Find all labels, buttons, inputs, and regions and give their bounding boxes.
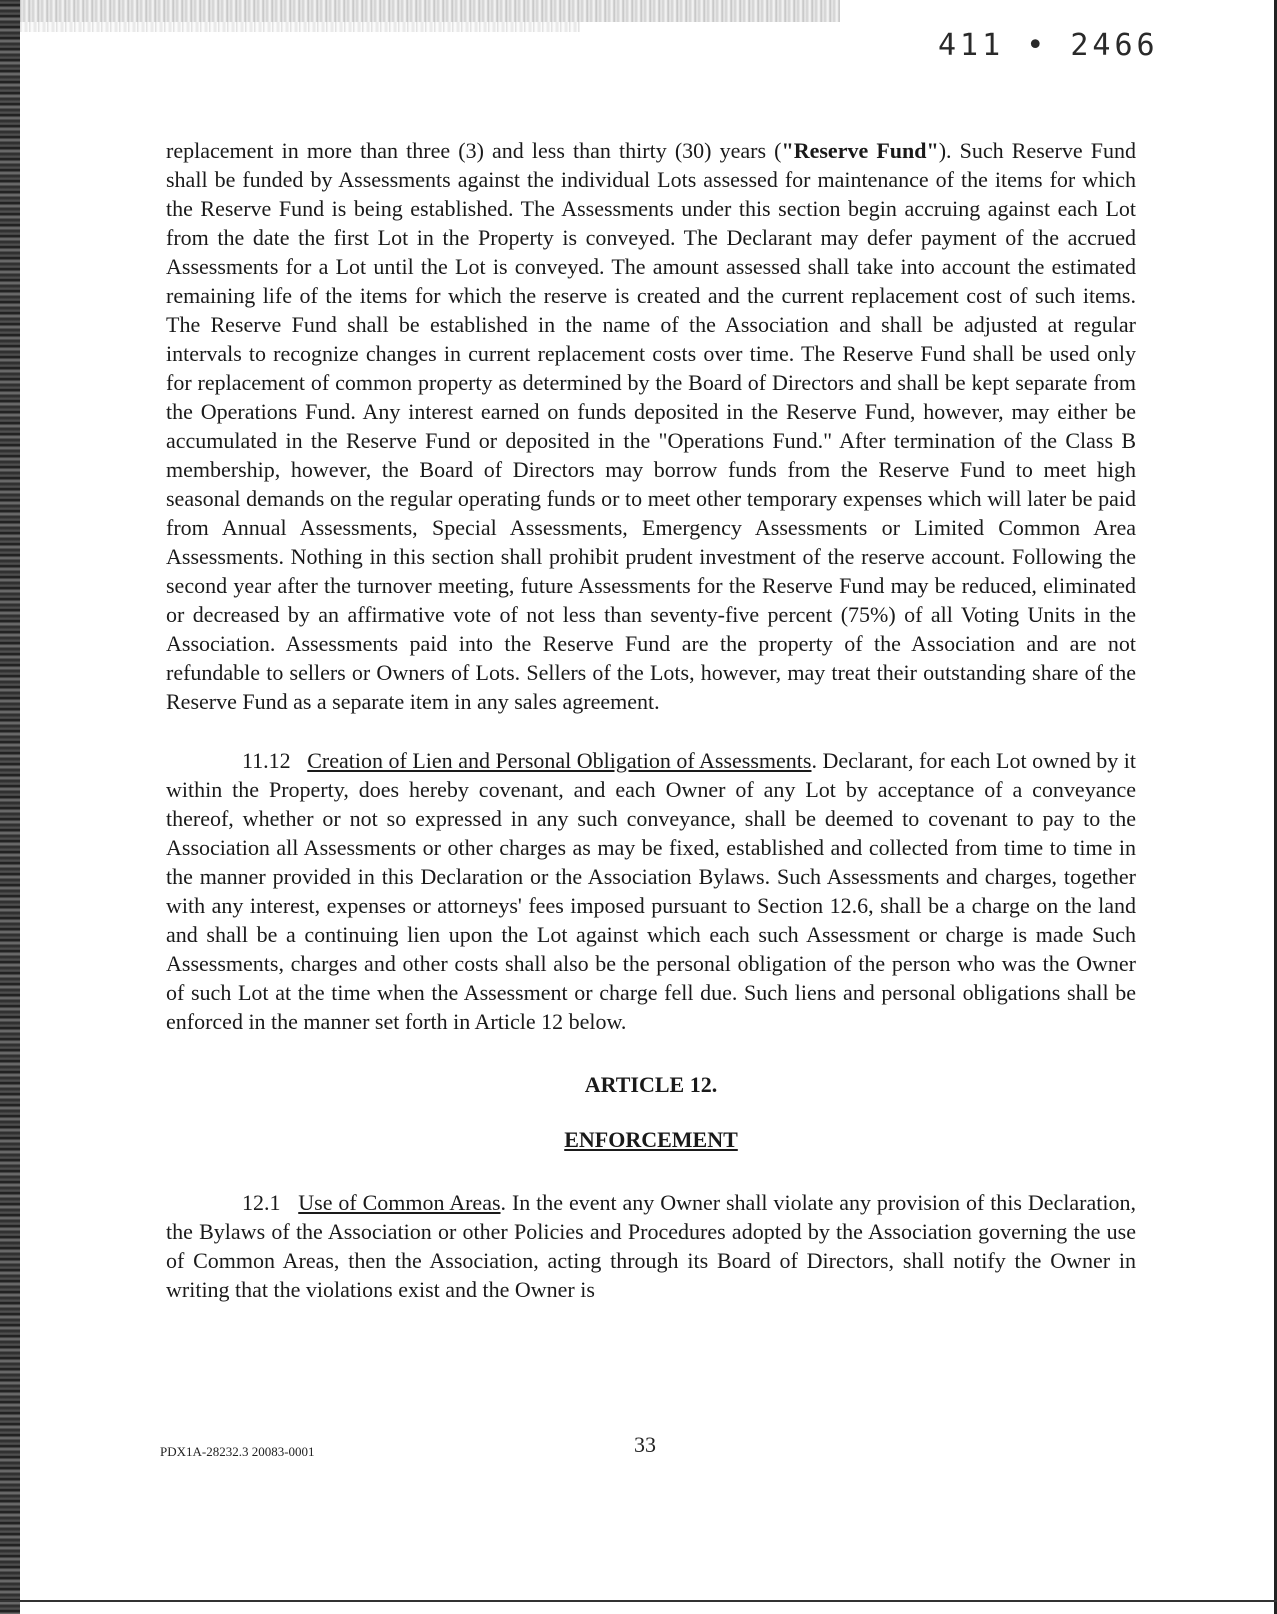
page-stamp: 411 • 2466 bbox=[938, 28, 1159, 63]
scan-edge-left bbox=[0, 0, 20, 1614]
paragraph-text: ). Such Reserve Fund shall be funded by Assessments against the individual Lots assessed for maintenance of the items for which the Reserve Fund is being established. The Assessments under this section begin accruing against each Lot from the date the first Lot in the Property is conveyed. The Declarant may defer payment of the accrued Assessments for a Lot until the Lot is conveyed. The amount assessed shall take into account the estimated remaining life of the items for which the reserve is created and the current replacement cost of such items. The Reserve Fund shall be established in the name of the Association and shall be adjusted at regular intervals to recognize changes in current replacement costs over time. The Reserve Fund shall be used only for replacement of common property as determined by the Board of Directors and shall be kept separate from the Operations Fund. Any interest earned on funds deposited in the Reserve Fund, however, may either be accumulated in the Reserve Fund or deposited in the "Operations Fund." After termination of the Class B membership, however, the Board of Directors may borrow funds from the Reserve Fund to meet high seasonal demands on the regular operating funds or to meet other temporary expenses which will later be paid from Annual Assessments, Special Assessments, Emergency Assessments or Limited Common Area Assessments. Nothing in this section shall prohibit prudent investment of the reserve account. Following the second year after the turnover meeting, future Assessments for the Reserve Fund may be reduced, eliminated or decreased by an affirmative vote of not less than seventy-five percent (75%) of all Voting Units in the Association. Assessments paid into the Reserve Fund are the property of the Association and are not refundable to sellers or Owners of Lots. Sellers of the Lots, however, may treat their outstanding share of the Reserve Fund as a separate item in any sales agreement. bbox=[166, 138, 1137, 714]
scan-top-noise bbox=[20, 22, 580, 32]
paragraph-text: replacement in more than three (3) and less than thirty (30) years ( bbox=[166, 138, 782, 163]
section-12-1 bbox=[166, 1188, 1136, 1304]
section-text: . Declarant, for each Lot owned by it within the Property, does hereby covenant, and each Owner of any Lot by acceptance of a conveyance thereof, whether or not so expressed in any such conveyance, shall be deemed to covenant to pay to the Association all Assessments or other charges as may be fixed, established and collected from time to time in the manner provided in this Declaration or the Association Bylaws. Such Assessments and charges, together with any interest, expenses or attorneys' fees imposed pursuant to Section 12.6, shall be a charge on the land and shall be a continuing lien upon the Lot against which each such Assessment or charge is made Such Assessments, charges and other costs shall also be the personal obligation of the person who was the Owner of such Lot at the time when the Assessment or charge fell due. Such liens and personal obligations shall be enforced in the manner set forth in Article 12 below. bbox=[166, 748, 1136, 1034]
section-number: 12.1 bbox=[242, 1190, 281, 1215]
section-heading: Creation of Lien and Personal Obligation of Assessments bbox=[307, 748, 812, 773]
section-11-12 bbox=[166, 746, 1136, 1036]
reserve-fund-term: "Reserve Fund" bbox=[781, 138, 939, 163]
article-title: ENFORCEMENT bbox=[564, 1127, 738, 1152]
document-code: PDX1A-28232.3 20083-0001 bbox=[160, 1444, 315, 1459]
page-number: 33 bbox=[634, 1432, 656, 1457]
article-label: ARTICLE 12. bbox=[584, 1072, 718, 1097]
section-heading: Use of Common Areas bbox=[298, 1190, 501, 1215]
reserve-fund-paragraph bbox=[166, 136, 1136, 716]
scan-bottom-edge bbox=[0, 1600, 1277, 1602]
document-body bbox=[166, 136, 1136, 1304]
section-number: 11.12 bbox=[242, 748, 291, 773]
section-text: . In the event any Owner shall violate any provision of this Declaration, the Bylaws of the Association or other Policies and Procedures adopted by the Association governing the use of Common Areas, then the Association, acting through its Board of Directors, shall notify the Owner in writing that the violations exist and the Owner is bbox=[166, 1190, 1137, 1302]
scan-top-noise bbox=[20, 0, 840, 22]
